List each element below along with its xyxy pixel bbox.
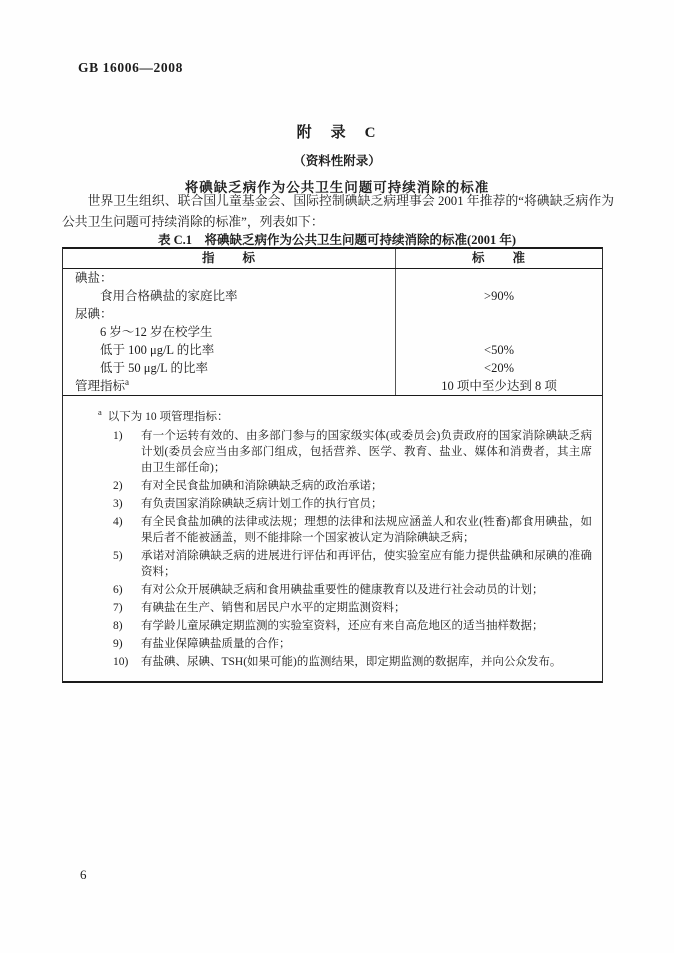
intro-paragraph: 世界卫生组织、联合国儿童基金会、国际控制碘缺乏病理事会 2001 年推荐的“将碘缺乏病作为公共卫生问题可持续消除的标准”，列表如下： — [62, 194, 614, 229]
standard-cell — [395, 323, 602, 341]
standard-cell: >90% — [395, 287, 602, 305]
indicator-footnote-marker: a — [125, 376, 130, 387]
footnote-intro-text: 以下为 10 项管理指标： — [107, 410, 229, 423]
indicator-cell — [63, 341, 395, 359]
table-row — [63, 287, 602, 305]
column-header-standard: 标 准 — [395, 249, 602, 268]
footnote-item-text: 有学龄儿童尿碘定期监测的实验室资料，还应有来自高危地区的适当抽样数据； — [141, 619, 544, 632]
table-row — [63, 269, 602, 287]
footnote-item-number: 9) — [113, 637, 123, 650]
indicator-text: 管理指标 — [75, 379, 126, 393]
table-row — [63, 377, 602, 395]
page-number: 6 — [80, 867, 87, 882]
footnote-item-number: 10) — [113, 655, 129, 668]
indicator-cell — [63, 323, 395, 341]
footnote-item-text: 有对全民食盐加碘和消除碘缺乏病的政治承诺； — [141, 479, 383, 492]
indicator-text: 碘盐： — [75, 271, 113, 285]
footnote-item-text: 有负责国家消除碘缺乏病计划工作的执行官员； — [141, 497, 383, 510]
footnote-item — [113, 654, 592, 670]
standard-cell — [395, 305, 602, 323]
table-row — [63, 323, 602, 341]
indicator-text: 尿碘： — [75, 307, 113, 321]
standard-number: GB 16006—2008 — [78, 60, 183, 75]
column-header-indicator: 指 标 — [202, 251, 257, 265]
table-caption: 表 C.1 将碘缺乏病作为公共卫生问题可持续消除的标准(2001 年) — [158, 233, 516, 247]
appendix-title: 附 录 C — [296, 125, 378, 141]
indicator-cell — [63, 305, 395, 323]
appendix-heading: 将碘缺乏病作为公共卫生问题可持续消除的标准 — [184, 180, 490, 195]
footnote-item-text: 有碘盐在生产、销售和居民户水平的定期监测资料； — [141, 601, 406, 614]
appendix-title-block — [0, 121, 674, 196]
table-body — [63, 269, 602, 396]
footnote-item — [113, 548, 592, 580]
table-row — [63, 359, 602, 377]
footnote-item-text: 有对公众开展碘缺乏病和食用碘盐重要性的健康教育以及进行社会动员的计划； — [141, 583, 544, 596]
footnote-item-number: 8) — [113, 619, 123, 632]
footnote-item-text: 有一个运转有效的、由多部门参与的国家级实体(或委员会)负责政府的国家消除碘缺乏病计划(委员会应当由多部门组成，包括营养、医学、教育、盐业、媒体和消费者，其主席由卫生部任命)； — [141, 429, 592, 474]
footnote-item-number: 6) — [113, 583, 123, 596]
standard-cell: 10 项中至少达到 8 项 — [395, 377, 602, 395]
indicator-cell — [63, 269, 395, 287]
footnote-item — [113, 478, 592, 494]
footnote-item-number: 2) — [113, 479, 123, 492]
table-row — [63, 305, 602, 323]
footnote-item — [113, 636, 592, 652]
footnote-item — [113, 618, 592, 634]
indicator-text: 低于 50 μg/L 的比率 — [100, 361, 208, 375]
footnote-item-number: 7) — [113, 601, 123, 614]
standard-cell: <20% — [395, 359, 602, 377]
footnote-item-text: 有全民食盐加碘的法律或法规；理想的法律和法规应涵盖人和农业(牲畜)都食用碘盐，如果后者不能被涵盖，则不能排除一个国家被认定为消除碘缺乏病； — [141, 515, 592, 544]
footnote-item-text: 承诺对消除碘缺乏病的进展进行评估和再评估，使实验室应有能力提供盐碘和尿碘的准确资料； — [141, 549, 592, 578]
footnote-intro — [98, 404, 592, 425]
footnote-item-text: 有盐业保障碘盐质量的合作； — [141, 637, 291, 650]
indicator-text: 食用合格碘盐的家庭比率 — [100, 289, 238, 303]
footnote-item-text: 有盐碘、尿碘、TSH(如果可能)的监测结果，即定期监测的数据库，并向公众发布。 — [141, 655, 562, 668]
footnote-marker: a — [98, 407, 102, 417]
criteria-table — [62, 247, 603, 683]
table-footnote — [63, 396, 602, 681]
table-header-row — [63, 249, 602, 269]
footnote-item-number: 3) — [113, 497, 123, 510]
standard-cell — [395, 269, 602, 287]
standard-cell: <50% — [395, 341, 602, 359]
indicator-text: 6 岁～12 岁在校学生 — [100, 325, 213, 339]
indicator-text: 低于 100 μg/L 的比率 — [100, 343, 215, 357]
footnote-item-number: 4) — [113, 515, 123, 528]
footnote-item-number: 1) — [113, 429, 123, 442]
footnote-item — [113, 428, 592, 476]
footnote-item — [113, 600, 592, 616]
indicator-cell — [63, 359, 395, 377]
footnote-item — [113, 496, 592, 512]
indicator-cell — [63, 287, 395, 305]
footnote-item — [113, 582, 592, 598]
appendix-subtitle: （资料性附录） — [293, 154, 381, 168]
footnote-item-number: 5) — [113, 549, 123, 562]
table-row — [63, 341, 602, 359]
footnote-item — [113, 514, 592, 546]
indicator-cell — [63, 377, 395, 395]
